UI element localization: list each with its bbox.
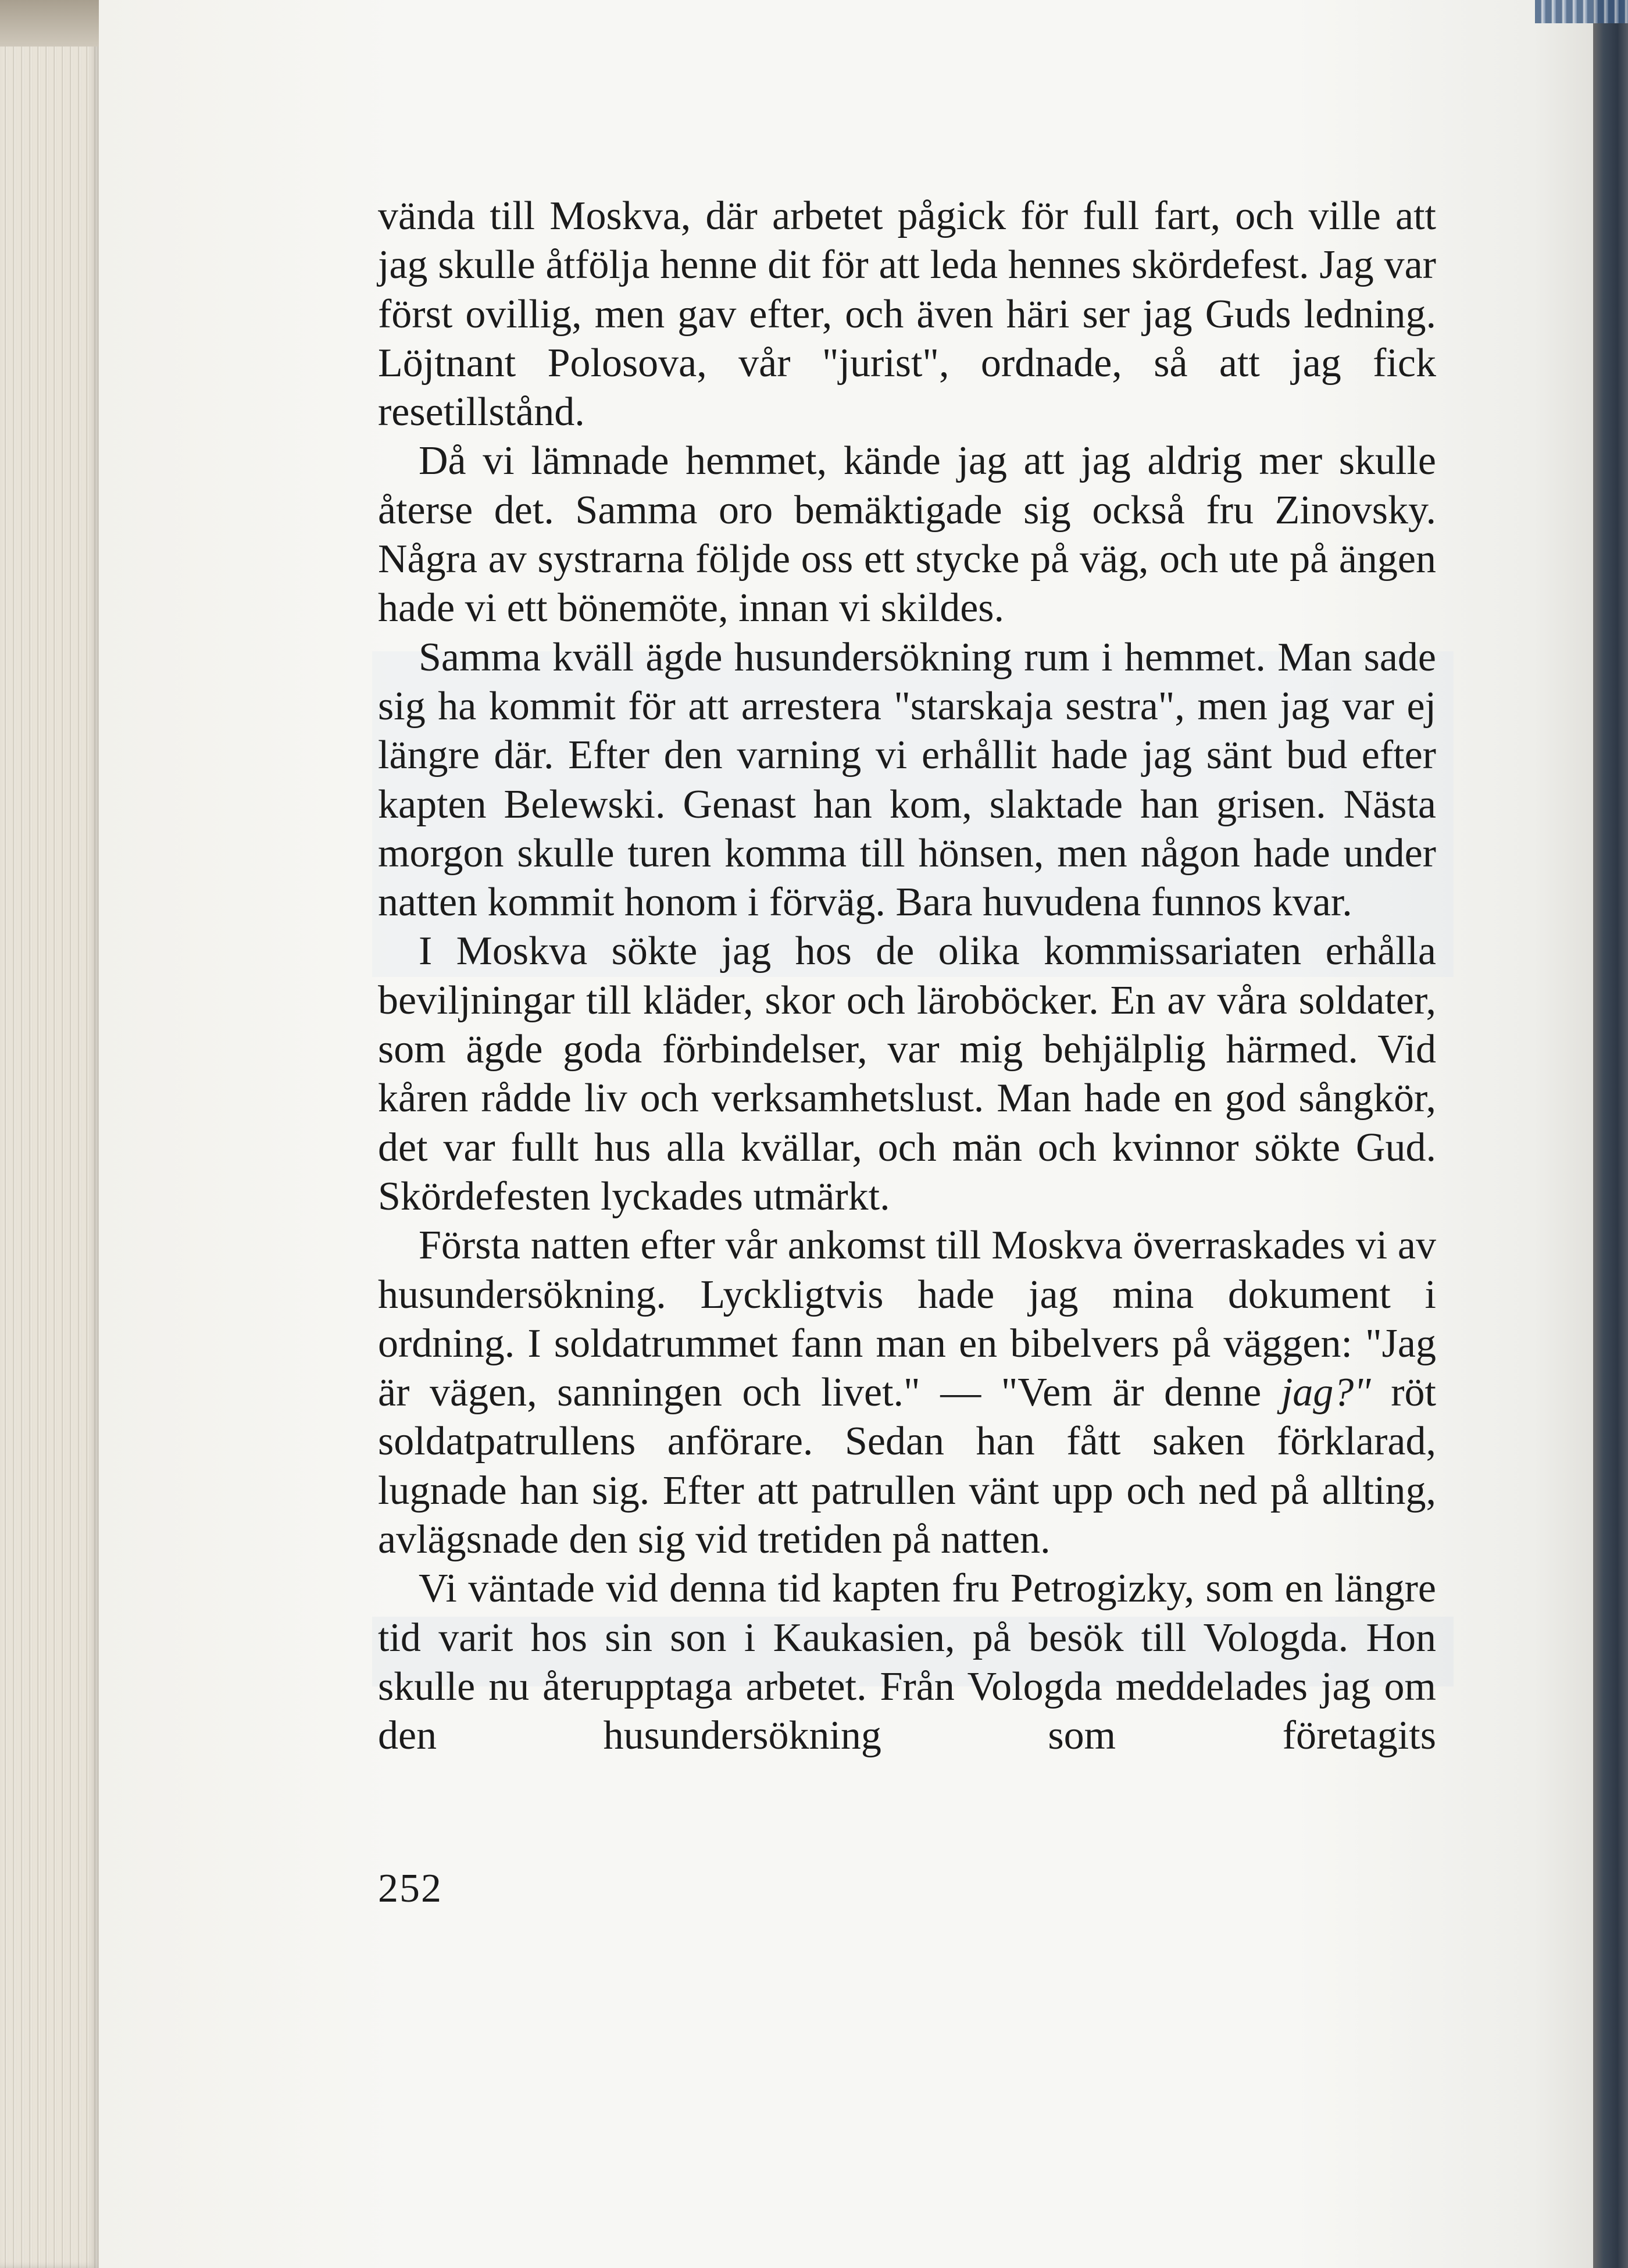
paragraph-5-text-after: röt soldatpatrullens anförare. Sedan han fått saken förklarad, lugnade han sig. Efter att patrullen vänt upp och ned på allting, avlägsnade den sig vid tretiden på natten. [378,1370,1436,1563]
book-cover-right-edge [1593,0,1628,2268]
paragraph-6: Vi väntade vid denna tid kapten fru Petrogizky, som en längre tid varit hos sin son i Kaukasien, på besök till Vologda. Hon skulle nu återupptaga arbetet. Från Vologda meddelades jag om den husundersökning som företagits [378,1566,1436,1759]
page-edges-left [0,0,99,2268]
paragraph-5 [378,1221,1436,1564]
paragraph-4: I Moskva sökte jag hos de olika kommissariaten erhålla beviljningar till kläder, skor och läroböcker. En av våra soldater, som ägde goda förbindelser, var mig behjälplig härmed. Vid kåren rådde liv och verksamhetslust. Man hade en god sångkör, det var fullt hus alla kvällar, och män och kvinnor sökte Gud. Skördefesten lyckades utmärkt. [378,929,1436,1219]
paragraph-2: Då vi lämnade hemmet, kände jag att jag aldrig mer skulle återse det. Samma oro bemäktigade sig också fru Zinovsky. Några av systrarna följde oss ett stycke på väg, och ute på ängen hade vi ett bönemöte, innan vi skildes. [378,438,1436,631]
page-edges-top-shadow [0,0,99,47]
paragraph-5-text-before: Första natten efter vår ankomst till Moskva överraskades vi av husundersökning. Lyckligtvis hade jag mina dokument i ordning. I soldatrummet fann man en bibelvers på väggen: "Jag är vägen, sanningen och livet." — "Vem är denne [378,1223,1436,1415]
paragraph-3: Samma kväll ägde husundersökning rum i hemmet. Man sade sig ha kommit för att arrestera "starskaja sestra", men jag var ej längre där. Efter den varning vi erhållit hade jag sänt bud efter kapten Belewski. Genast han kom, slaktade han grisen. Nästa morgon skulle turen komma till hönsen, men någon hade under natten kommit honom i förväg. Bara huvudena funnos kvar. [378,634,1436,925]
paragraph-1: vända till Moskva, där arbetet pågick för full fart, och ville att jag skulle åtfölja henne dit för att leda hennes skördefest. Jag var först ovillig, men gav efter, och även häri ser jag Guds ledning. Löjtnant Polosova, vår "jurist", ordnade, så att jag fick resetillstånd. [378,194,1436,435]
body-text [378,192,1436,1761]
book-cover-top-edge [1535,0,1628,23]
paragraph-5-italic-jag: jag?" [1281,1370,1371,1415]
page-number: 252 [378,1866,442,1911]
